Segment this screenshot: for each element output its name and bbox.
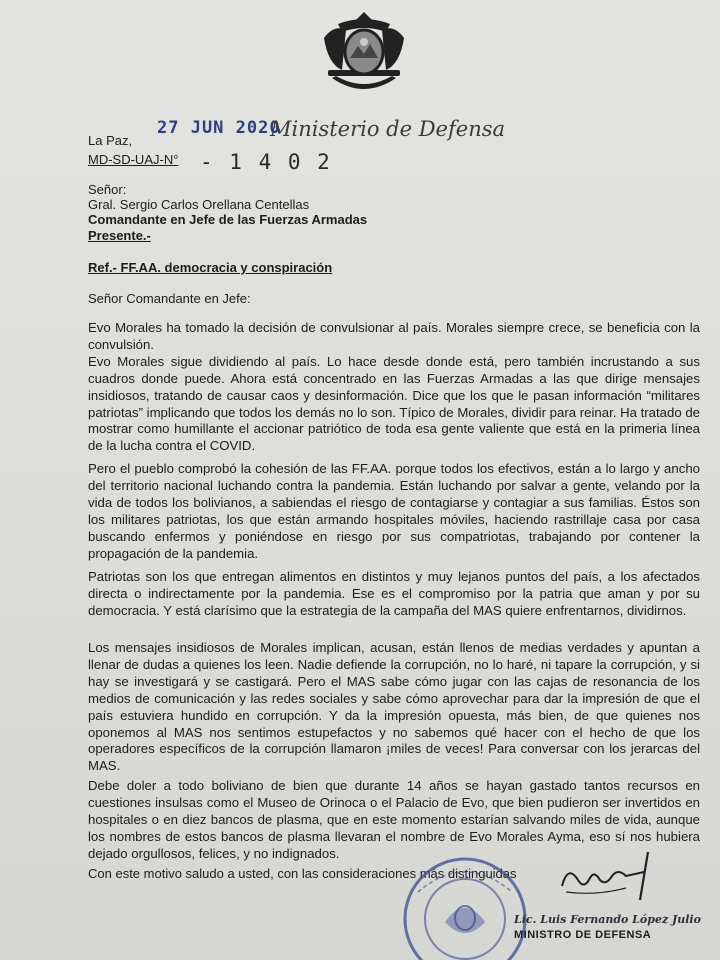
subject-line: Ref.- FF.AA. democracia y conspiración bbox=[88, 260, 333, 275]
reference-code: MD-SD-UAJ-N° bbox=[88, 152, 179, 167]
recipient-presente: Presente.- bbox=[88, 228, 151, 243]
paragraph-4: Patriotas son los que entregan alimentos en distintos y muy lejanos puntos del país, a los afectados directa o indirectamente por la pandemia. Ese es el compromiso por la patria que aman y por su democracia. Y está clarísimo que la estrategia de la campaña del MAS quiere enfrentarnos, dividirnos. bbox=[88, 569, 700, 618]
paragraph-1-2 bbox=[88, 320, 700, 455]
city-label: La Paz, bbox=[88, 133, 133, 148]
paragraph-5: Los mensajes insidiosos de Morales implican, acusan, están llenos de medias verdades y apuntan a llenar de dudas a quienes los leen. Nadie defiende la corrupción, no lo haré, ni tapare la corrupción, y si hay se investigará y se castigará. Pero el MAS sabe cómo jugar con las cajas de resonancia de los medios de comunicación y las redes sociales y sabe cómo aprovechar para dar la impresión de que el país estuviera hundido en corrupción. Y da la impresión opuesta, más bien, de que quienes nos oponemos al MAS nos sentimos estupefactos y no sabemos qué hacer con el hecho de que los operadores específicos de la corrupción llamaron ¡miles de veces! Para conversar con los jerarcas del MAS. bbox=[88, 640, 700, 774]
closing-line: Con este motivo saludo a usted, con las consideraciones más distinguidas bbox=[88, 866, 517, 881]
recipient-position: Comandante en Jefe de las Fuerzas Armadas bbox=[88, 212, 368, 227]
recipient-name: Gral. Sergio Carlos Orellana Centellas bbox=[88, 197, 310, 212]
paragraph-1: Evo Morales ha tomado la decisión de convulsionar al país. Morales siempre crece, se beneficia con la convulsión. bbox=[88, 320, 700, 352]
paragraph-2: Evo Morales sigue dividiendo al país. Lo hace desde donde está, pero también incrustando a sus cuadros donde puede. Ahora está concentrado en las Fuerzas Armadas a las que dirige mensajes insidiosos, tratando de causar caos y desinformación. Dice que los que le pasan información “militares patriotas” implicando que todos los demás no lo son. Típico de Morales, dividir para reinar. Ha tratado de mostrar como humillante el accionar patriótico de toda esa gente valiente que está en la primeria línea de la lucha contra el COVID. bbox=[88, 353, 700, 454]
reference-number: - 1 4 0 2 bbox=[200, 150, 332, 174]
paragraph-6: Debe doler a todo boliviano de bien que durante 14 años se hayan gastado tantos recursos en cuestiones insulsas como el Museo de Orinoca o el Palacio de Evo, que bien pudieron ser invertidos en hospitales o en diez bancos de plasma, que en este momento estarían salvando miles de vida, aunque los nombres de estos bancos de plasma llevaran el nombre de Evo Morales Ayma, eso sí nos hubiera dejado orgullosos, felices, y no indignados. bbox=[88, 778, 700, 861]
date-stamp: 27 JUN 2020 bbox=[157, 118, 281, 138]
bolivia-coat-of-arms-icon bbox=[318, 8, 410, 100]
recipient-salutation: Señor: bbox=[88, 182, 127, 197]
ministry-seal-icon bbox=[398, 852, 532, 960]
paragraph-3: Pero el pueblo comprobó la cohesión de las FF.AA. porque todos los efectivos, están a lo largo y ancho del territorio nacional luchando contra la pandemia. Están luchando por salvar a gente, velando por la vida de todos los bolivianos, a sabiendas el riesgo de contagiarse y contagiar a sus familias. Éstos son los militares patriotas, los que están armando hospitales móviles, haciendo rastrillaje casa por casa buscando enfermos y poniéndose en riesgo por sus compatriotas, trabajando por contener la propagación de la pandemia. bbox=[88, 461, 700, 561]
ministry-name: Ministerio de Defensa bbox=[270, 117, 506, 141]
greeting: Señor Comandante en Jefe: bbox=[88, 291, 251, 306]
signer-name: Lic. Luis Fernando López Julio bbox=[514, 913, 701, 926]
handwritten-signature-icon bbox=[556, 846, 666, 906]
signer-title: MINISTRO DE DEFENSA bbox=[514, 929, 652, 941]
